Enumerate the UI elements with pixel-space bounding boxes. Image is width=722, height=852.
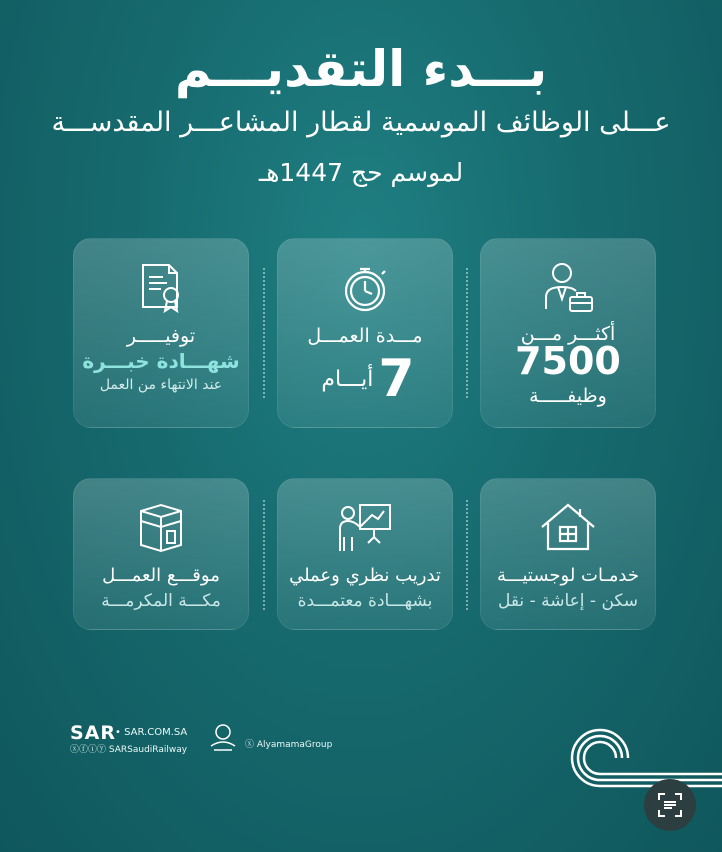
page-title: بـــدء التقديـــم <box>174 40 548 98</box>
season-label: لموسم حج 1447هـ <box>258 158 464 187</box>
rail-track-decoration <box>560 716 722 796</box>
kaaba-icon <box>133 499 189 555</box>
certificate-icon <box>133 259 189 315</box>
training-line1: تدريب نظري وعملي <box>289 565 441 586</box>
certificate-line2: عند الانتهاء من العمل <box>99 377 223 393</box>
duration-value-group <box>278 349 452 409</box>
card-logistics <box>480 478 656 630</box>
training-line2: بشهـــادة معتمـــدة <box>297 591 433 611</box>
sar-logo: SAR <box>70 722 117 744</box>
duration-unit: أيـــام <box>321 366 374 392</box>
card-duration <box>277 238 453 428</box>
sar-url[interactable]: • SAR.COM.SA <box>115 727 188 738</box>
card-certificate <box>73 238 249 428</box>
jobs-number: 7500 <box>515 339 621 383</box>
certificate-line1: توفيـــــر <box>126 325 196 347</box>
logistics-line1: خدمـات لوجستيـــة <box>497 565 639 586</box>
sar-social-handle[interactable]: ⓧⓕⓘⓨ SARSaudiRailway <box>70 745 188 755</box>
house-icon <box>538 499 598 555</box>
location-line2: مكـــة المكرمـــة <box>101 591 221 611</box>
jobs-line1: أكثـــر مـــن <box>520 323 616 345</box>
separator <box>466 500 468 610</box>
card-location <box>73 478 249 630</box>
separator <box>466 268 468 398</box>
logistics-line2: سكن - إعاشة - نقل <box>497 591 639 611</box>
duration-line1: مـــدة العمـــل <box>307 325 423 347</box>
stopwatch-icon <box>338 261 392 315</box>
alyamama-logo-icon <box>206 722 240 752</box>
card-jobs <box>480 238 656 428</box>
scan-text-icon <box>657 792 683 818</box>
card-training <box>277 478 453 630</box>
scan-text-button[interactable] <box>644 779 696 831</box>
separator <box>263 500 265 610</box>
worker-briefcase-icon <box>540 259 596 315</box>
certificate-highlight: شهـــادة خبـــرة <box>82 349 240 373</box>
duration-number: 7 <box>378 349 415 409</box>
jobs-line2: وظيفـــــة <box>529 385 607 407</box>
separator <box>263 268 265 398</box>
trainer-board-icon <box>336 499 394 555</box>
alyamama-social-handle[interactable]: ⓧ AlyamamaGroup <box>245 740 333 750</box>
location-line1: موقـــع العمـــل <box>102 565 220 586</box>
page-subtitle: عـــلى الوظائف الموسمية لقطار المشاعـــر المقدســـة <box>51 107 671 138</box>
